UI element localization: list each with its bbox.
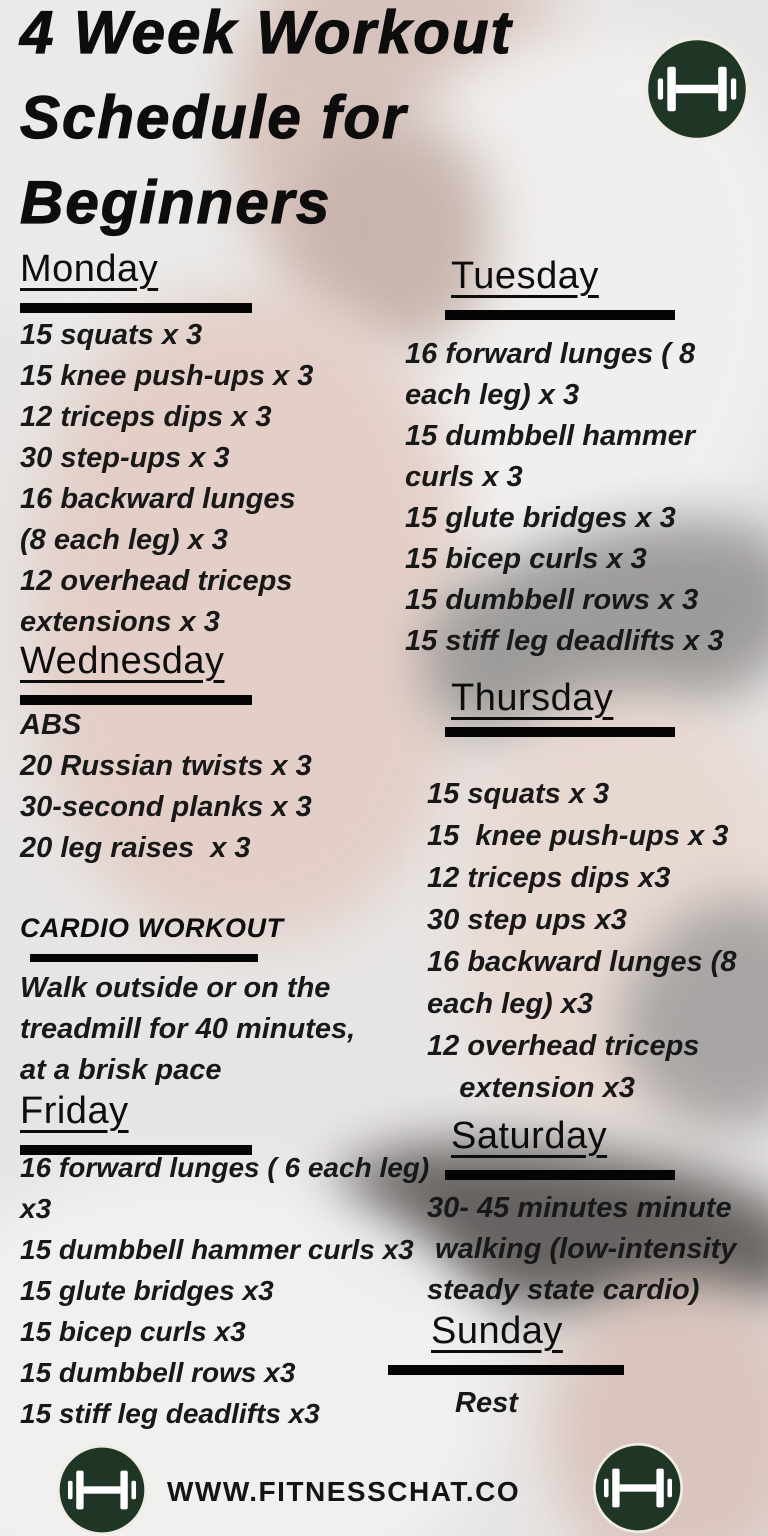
workout-lines bbox=[20, 705, 400, 869]
workout-lines bbox=[405, 773, 768, 1109]
workout-line: Rest bbox=[455, 1387, 518, 1419]
workout-lines bbox=[20, 315, 400, 643]
workout-line: at a brisk pace bbox=[20, 1054, 222, 1086]
heading-underline-bar bbox=[20, 303, 252, 313]
heading-underline-bar bbox=[20, 695, 252, 705]
day-heading: Sunday bbox=[431, 1310, 563, 1352]
workout-lines bbox=[405, 1383, 768, 1424]
day-heading: Saturday bbox=[451, 1115, 608, 1157]
day-section-friday bbox=[20, 1090, 434, 1434]
cardio-subsection bbox=[20, 911, 400, 1091]
day-heading-row bbox=[405, 255, 768, 305]
workout-line: 16 backward lunges (8 bbox=[427, 946, 737, 978]
workout-line: 16 forward lunges ( 8 bbox=[405, 338, 696, 370]
workout-line: 15 dumbbell rows x 3 bbox=[405, 584, 699, 616]
dumbbell-icon bbox=[592, 1442, 684, 1534]
day-section-monday bbox=[20, 248, 400, 643]
day-heading-row bbox=[405, 1115, 768, 1165]
poster-title-line: Schedule for bbox=[20, 84, 408, 151]
workout-lines bbox=[405, 334, 768, 662]
dumbbell-icon bbox=[644, 36, 750, 142]
poster-title-line: 4 Week Workout bbox=[20, 0, 513, 66]
workout-line: 12 overhead triceps bbox=[20, 565, 293, 597]
heading-underline-bar bbox=[388, 1365, 624, 1375]
workout-line: 15 squats x 3 bbox=[427, 778, 610, 810]
heading-underline-bar bbox=[445, 1170, 675, 1180]
workout-line: 16 forward lunges ( 6 each leg) bbox=[20, 1152, 430, 1183]
day-section-saturday bbox=[405, 1115, 768, 1311]
workout-line: 20 leg raises x 3 bbox=[20, 832, 251, 864]
workout-line: 30 step-ups x 3 bbox=[20, 442, 230, 474]
workout-line: extension x3 bbox=[427, 1072, 635, 1104]
workout-line: each leg) x 3 bbox=[405, 379, 580, 411]
workout-lines bbox=[20, 968, 400, 1091]
workout-line: ABS bbox=[20, 709, 82, 741]
workout-lines bbox=[20, 1147, 434, 1434]
workout-line: 12 triceps dips x 3 bbox=[20, 401, 272, 433]
workout-line: 15 knee push-ups x 3 bbox=[20, 360, 314, 392]
workout-line: walking (low-intensity bbox=[427, 1233, 737, 1265]
subheading-underline-bar bbox=[30, 954, 258, 962]
subsection-heading: CARDIO WORKOUT bbox=[20, 913, 284, 943]
day-heading: Thursday bbox=[451, 677, 614, 719]
workout-line: 16 backward lunges bbox=[20, 483, 296, 515]
workout-line: curls x 3 bbox=[405, 461, 523, 493]
workout-line: 30-second planks x 3 bbox=[20, 791, 312, 823]
workout-line: treadmill for 40 minutes, bbox=[20, 1013, 356, 1045]
workout-line: 20 Russian twists x 3 bbox=[20, 750, 312, 782]
dumbbell-icon bbox=[56, 1444, 148, 1536]
workout-line: 15 glute bridges x 3 bbox=[405, 502, 676, 534]
workout-line: 15 stiff leg deadlifts x 3 bbox=[405, 625, 724, 657]
workout-lines bbox=[405, 1188, 768, 1311]
workout-line: (8 each leg) x 3 bbox=[20, 524, 228, 556]
day-heading-row bbox=[405, 677, 768, 727]
workout-line: Walk outside or on the bbox=[20, 972, 331, 1004]
workout-line: each leg) x3 bbox=[427, 988, 594, 1020]
subsection-heading-row bbox=[20, 911, 400, 950]
workout-line: extensions x 3 bbox=[20, 606, 220, 638]
day-heading: Monday bbox=[20, 248, 159, 290]
workout-line: 15 stiff leg deadlifts x3 bbox=[20, 1398, 320, 1429]
poster-title-line: Beginners bbox=[20, 169, 332, 236]
heading-underline-bar bbox=[445, 310, 675, 320]
workout-line: 12 triceps dips x3 bbox=[427, 862, 671, 894]
workout-line: 15 bicep curls x 3 bbox=[405, 543, 647, 575]
workout-line: 15 bicep curls x3 bbox=[20, 1316, 246, 1347]
workout-line: 30 step ups x3 bbox=[427, 904, 627, 936]
day-section-thursday bbox=[405, 677, 768, 1109]
day-section-sunday bbox=[405, 1310, 768, 1424]
day-heading: Tuesday bbox=[451, 255, 599, 297]
website-url: WWW.FITNESSCHAT.CO bbox=[167, 1476, 521, 1507]
workout-line: 15 knee push-ups x 3 bbox=[427, 820, 729, 852]
day-heading-row bbox=[20, 640, 400, 690]
poster-title bbox=[20, 0, 513, 245]
workout-line: 30- 45 minutes minute bbox=[427, 1192, 732, 1224]
workout-line: 15 dumbbell rows x3 bbox=[20, 1357, 296, 1388]
workout-line: 15 dumbbell hammer bbox=[405, 420, 696, 452]
workout-line: 15 squats x 3 bbox=[20, 319, 203, 351]
workout-line: 15 dumbbell hammer curls x3 bbox=[20, 1234, 414, 1265]
workout-line: x3 bbox=[20, 1193, 52, 1224]
day-heading-row bbox=[405, 1310, 768, 1360]
day-heading-row bbox=[20, 1090, 434, 1140]
heading-underline-bar bbox=[445, 727, 675, 737]
day-section-wednesday bbox=[20, 640, 400, 1091]
day-section-tuesday bbox=[405, 255, 768, 662]
day-heading: Wednesday bbox=[20, 640, 225, 682]
day-heading: Friday bbox=[20, 1090, 129, 1132]
workout-line: 12 overhead triceps bbox=[427, 1030, 700, 1062]
day-heading-row bbox=[20, 248, 400, 298]
workout-line: steady state cardio) bbox=[427, 1274, 700, 1306]
workout-line: 15 glute bridges x3 bbox=[20, 1275, 274, 1306]
